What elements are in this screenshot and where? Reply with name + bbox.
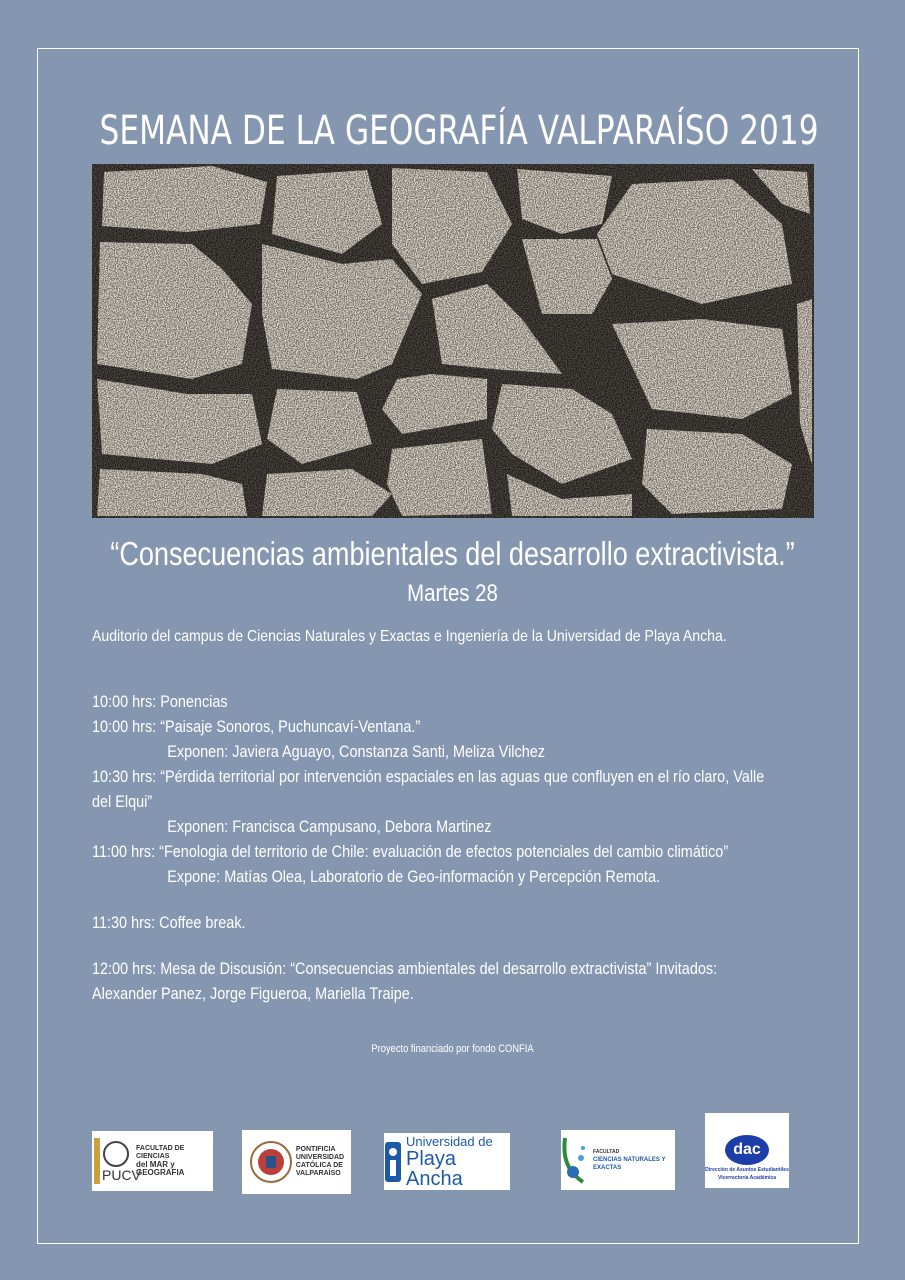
logo4-text-a: FACULTAD (593, 1149, 620, 1155)
logo5-text-a: dac (733, 1140, 761, 1158)
schedule-line: 10:00 hrs: “Paisaje Sonoros, Puchuncaví-Ventana.” (92, 718, 421, 736)
ceo-pucv-icon (92, 1136, 141, 1186)
event-venue: Auditorio del campus de Ciencias Naturales y Exactas e Ingeniería de la Universidad de Playa Ancha. (92, 628, 727, 645)
logo1-text-b: del MAR y GEOGRAFIA (136, 1160, 185, 1177)
logo5-text-b: Dirección de Asuntos Estudiantiles (705, 1166, 789, 1173)
cracked-earth-image (92, 164, 814, 518)
schedule (92, 690, 810, 1007)
logo3-text-a: Universidad de (406, 1134, 493, 1149)
logo-dac (705, 1113, 789, 1188)
svg-text:PUCV: PUCV (102, 1167, 141, 1183)
schedule-speakers: Expone: Matías Olea, Laboratorio de Geo-información y Percepción Remota. (167, 868, 660, 886)
logo-facultad-ciencias-naturales (561, 1130, 675, 1190)
schedule-speakers: Exponen: Javiera Aguayo, Constanza Santi, Meliza Vilchez (167, 743, 545, 761)
logo5-text-c: Vicerrectoría Académica (717, 1174, 777, 1181)
upla-emblem-icon (384, 1140, 402, 1184)
event-subtitle: “Consecuencias ambientales del desarrollo extractivista.” (110, 535, 795, 572)
event-date: Martes 28 (407, 580, 498, 607)
logo-pucv (242, 1130, 351, 1194)
cracked-earth-photo (92, 164, 814, 518)
logo3-text-b: Playa Ancha (406, 1148, 463, 1190)
schedule-line: del Elqui” (92, 793, 153, 811)
logo4-text-b: CIENCIAS NATURALES Y EXACTAS (593, 1157, 666, 1171)
event-title: SEMANA DE LA GEOGRAFÍA VALPARAÍSO 2019 (99, 108, 819, 154)
logo-facultad-ciencias-mar-geografia (92, 1131, 213, 1191)
pucv-seal-icon (249, 1136, 293, 1188)
logo2-text-b: UNIVERSIDAD (295, 1154, 345, 1161)
schedule-line: Alexander Panez, Jorge Figueroa, Mariella Traipe. (92, 985, 414, 1003)
schedule-line: 10:00 hrs: Ponencias (92, 693, 228, 711)
logo-universidad-playa-ancha (384, 1133, 510, 1190)
logo1-text-a: FACULTAD DE CIENCIAS (136, 1145, 185, 1160)
logo2-text-a: PONTIFICIA (295, 1146, 336, 1153)
schedule-line: 11:30 hrs: Coffee break. (92, 914, 246, 932)
schedule-line: 11:00 hrs: “Fenologia del territorio de Chile: evaluación de efectos potenciales del cambio climático” (92, 843, 729, 861)
logo2-text-d: VALPARAÍSO (295, 1170, 341, 1177)
schedule-line: 10:30 hrs: “Pérdida territorial por intervención espaciales en las aguas que confluyen en el río claro, Valle (92, 768, 765, 786)
logo2-text-c: CATÓLICA DE (295, 1162, 343, 1169)
schedule-speakers: Exponen: Francisca Campusano, Debora Martinez (167, 818, 492, 836)
ciencias-naturales-icon (561, 1134, 591, 1186)
dac-emblem (725, 1135, 769, 1165)
schedule-line: 12:00 hrs: Mesa de Discusión: “Consecuencias ambientales del desarrollo extractivista” Invitados: (92, 960, 718, 978)
funding-note: Proyecto financiado por fondo CONFIA (371, 1043, 534, 1055)
